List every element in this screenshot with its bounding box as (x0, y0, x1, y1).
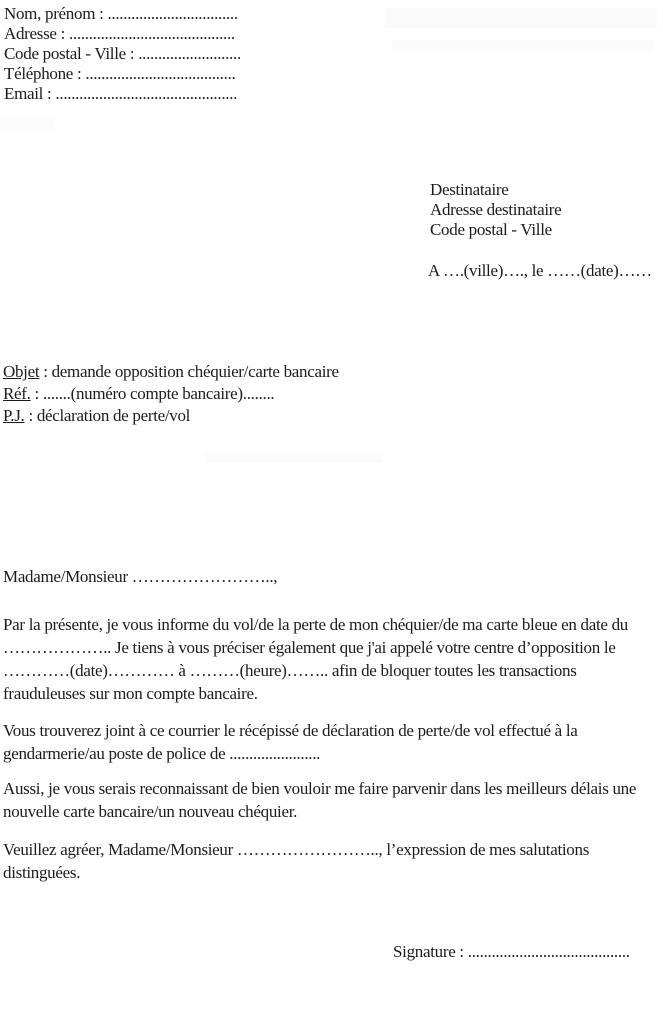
body-paragraph-1: Par la présente, je vous informe du vol/de la perte de mon chéquier/de ma carte bleue en date du ……………….. Je tiens à vous préciser également que j'ai appelé votre centre d’opposition le …………(date)………… à ………(heure)…….. afin de bloquer toutes les transactions frauduleuses sur mon compte bancaire. (3, 615, 628, 703)
body-paragraph-2: Vous trouverez joint à ce courrier le récépissé de déclaration de perte/de vol effectué à la gendarmerie/au poste de police de ....................... (3, 721, 578, 763)
sender-info-block (4, 4, 241, 104)
watermark-artifact-top-right (385, 8, 657, 28)
attachment-label: P.J. (3, 406, 25, 425)
recipient-postal-city-line: Code postal - Ville (430, 220, 552, 239)
body-paragraph-3: Aussi, je vous serais reconnaissant de bien vouloir me faire parvenir dans les meilleurs délais une nouvelle carte bancaire/un nouveau chéquier. (3, 779, 637, 821)
sender-address-line: Adresse : .......................................... (4, 24, 235, 43)
reference-label: Réf. (3, 384, 31, 403)
attachment-text: : déclaration de perte/vol (24, 406, 191, 425)
sender-email-line: Email : .............................................. (4, 84, 238, 103)
subject-label: Objet (3, 362, 40, 381)
subject-text: : demande opposition chéquier/carte bancaire (39, 362, 339, 381)
subject-line (3, 361, 339, 383)
body-paragraph-4: Veuillez agréer, Madame/Monsieur …………………….., l’expression de mes salutations distinguées. (3, 840, 590, 882)
salutation: Madame/Monsieur …………………….., (3, 567, 278, 586)
signature-line: Signature : ......................................... (393, 942, 630, 961)
reference-line (3, 383, 339, 405)
recipient-block (430, 180, 561, 240)
subject-block (3, 361, 339, 427)
watermark-artifact-left (0, 117, 54, 131)
place-date-line: A ….(ville)…., le ……(date)…… (428, 261, 652, 280)
attachment-line (3, 405, 339, 427)
recipient-address-line: Adresse destinataire (430, 200, 562, 219)
watermark-artifact-middle (205, 452, 383, 463)
watermark-artifact-top-right-2 (392, 40, 654, 52)
sender-phone-line: Téléphone : ...................................... (4, 64, 236, 83)
reference-text: : .......(numéro compte bancaire)........ (30, 384, 275, 403)
sender-postal-city-line: Code postal - Ville : .......................... (4, 44, 241, 63)
recipient-name-line: Destinataire (430, 180, 509, 199)
sender-name-line: Nom, prénom : ................................. (4, 4, 238, 23)
